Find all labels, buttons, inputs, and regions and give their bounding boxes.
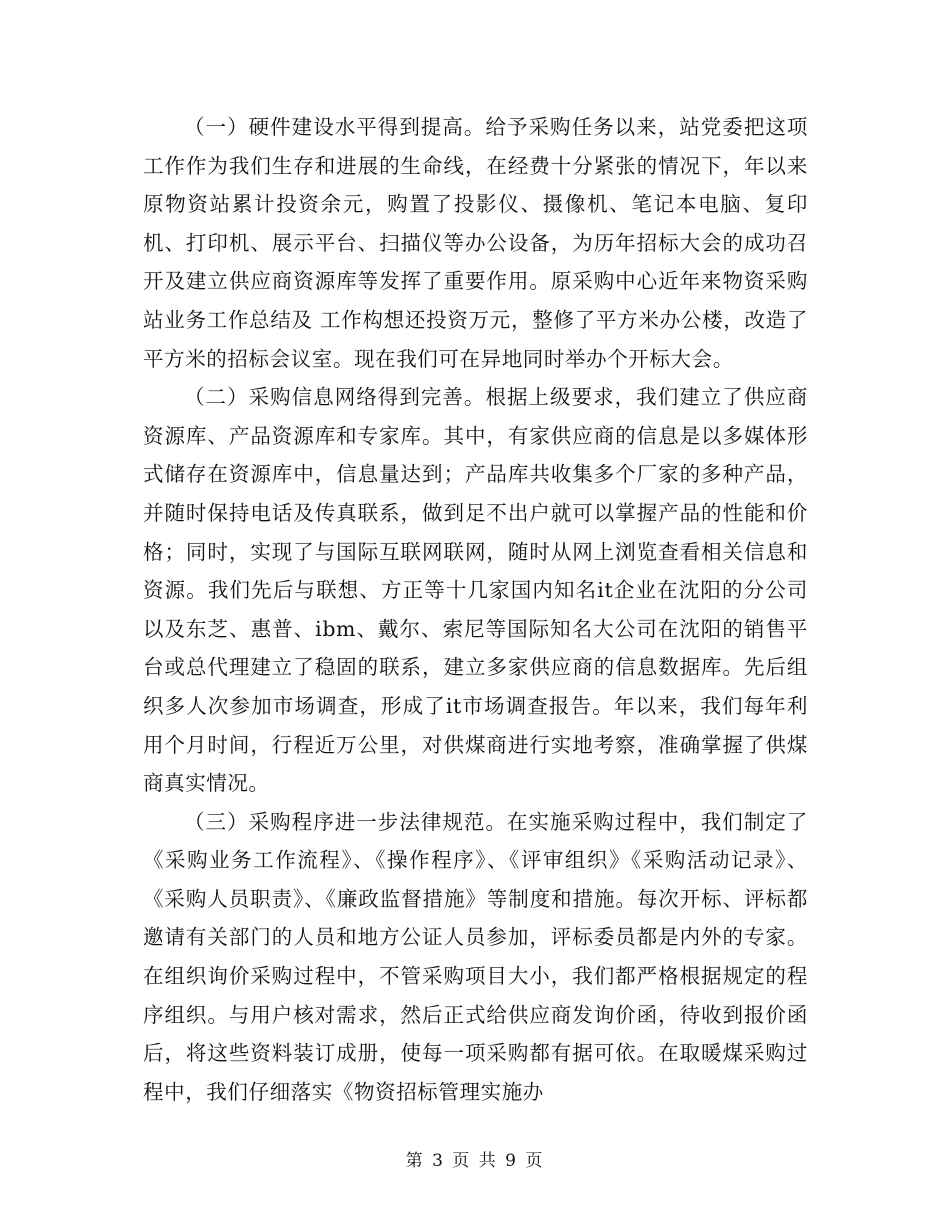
page-footer	[0, 1146, 950, 1171]
paragraph-procedure: （三）采购程序进一步法律规范。在实施采购过程中，我们制定了《采购业务工作流程》、《操作程序》、《评审组织》《采购活动记录》、《采购人员职责》、《廉政监督措施》等制度和措施。每次开标、评标都邀请有关部门的人员和地方公证人员参加，评标委员都是内外的专家。在组织询价采购过程中，不管采购项目大小，我们都严格根据规定的程序组织。与用户核对需求，然后正式给供应商发询价函，待收到报价函后，将这些资料装订成册，使每一项采购都有据可依。在取暖煤采购过程中，我们仔细落实《物资招标管理实施办	[143, 809, 808, 1104]
page-number: 第 3 页 共 9 页	[405, 1151, 545, 1171]
paragraph-hardware: （一）硬件建设水平得到提高。给予采购任务以来，站党委把这项工作作为我们生存和进展的生命线，在经费十分紧张的情况下，年以来原物资站累计投资余元，购置了投影仪、摄像机、笔记本电脑、复印机、打印机、展示平台、扫描仪等办公设备，为历年招标大会的成功召开及建立供应商资源库等发挥了重要作用。原采购中心近年来物资采购站业务工作总结及 工作构想还投资万元，整修了平方米办公楼，改造了平方米的招标会议室。现在我们可在异地同时举办个开标大会。	[143, 115, 808, 371]
paragraph-info-network: （二）采购信息网络得到完善。根据上级要求，我们建立了供应商资源库、产品资源库和专家库。其中，有家供应商的信息是以多媒体形式储存在资源库中，信息量达到；产品库共收集多个厂家的多种产品，并随时保持电话及传真联系，做到足不出户就可以掌握产品的性能和价格；同时，实现了与国际互联网联网，随时从网上浏览查看相关信息和资源。我们先后与联想、方正等十几家国内知名it企业在沈阳的分公司以及东芝、惠普、ibm、戴尔、索尼等国际知名大公司在沈阳的销售平台或总代理建立了稳固的联系，建立多家供应商的信息数据库。先后组织多人次参加市场调查，形成了it市场调查报告。年以来，我们每年利用个月时间，行程近万公里，对供煤商进行实地考察，准确掌握了供煤商真实情况。	[143, 385, 808, 796]
document-body	[143, 108, 808, 1111]
